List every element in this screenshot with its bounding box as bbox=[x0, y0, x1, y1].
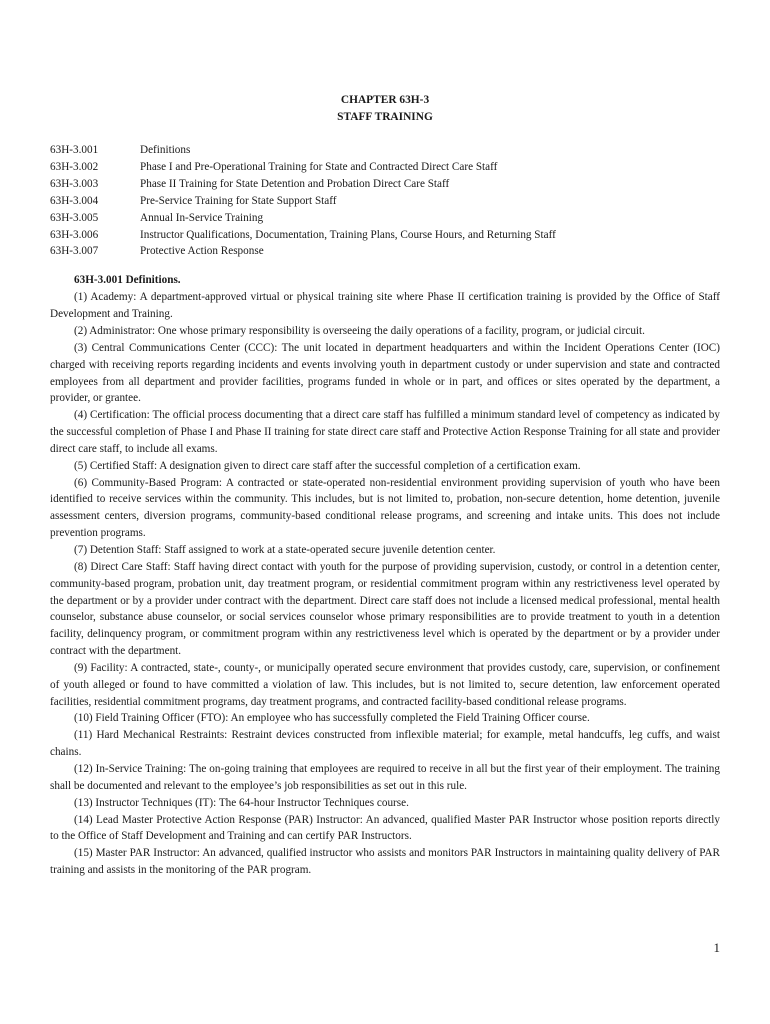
toc-rule-title: Pre-Service Training for State Support Staff bbox=[140, 194, 337, 207]
table-of-contents bbox=[50, 142, 720, 260]
toc-rule-title: Protective Action Response bbox=[140, 245, 264, 258]
section-heading: 63H-3.001 Definitions. bbox=[74, 274, 181, 287]
definition-paragraph: (8) Direct Care Staff: Staff having direct contact with youth for the purpose of providing supervision, custody, or control in a detention center, community-based program, probation unit, day treatment program, or residential commitment program within any restrictiveness level operated by the department or by a provider under contract with the department. Direct care staff does not include a licensed medical professional, mental health counselor, substance abuse counselor, or social services counselor whose primary responsibilities are to provide treatment to youth in a detention facility, delinquency program, or commitment program within any restrictiveness level which is operated by the department or by a provider under contract with the department. bbox=[50, 560, 720, 658]
toc-rule-title: Phase I and Pre-Operational Training for State and Contracted Direct Care Staff bbox=[140, 160, 498, 173]
toc-rule-title: Phase II Training for State Detention and Probation Direct Care Staff bbox=[140, 177, 450, 190]
toc-rule-number: 63H-3.005 bbox=[50, 211, 99, 224]
page-number: 1 bbox=[713, 940, 720, 955]
chapter-number: CHAPTER 63H-3 bbox=[340, 94, 430, 106]
definition-paragraph: (5) Certified Staff: A designation given to direct care staff after the successful completion of a certification exam. bbox=[74, 459, 581, 472]
toc-rule-title: Annual In-Service Training bbox=[140, 211, 264, 224]
toc-rule-number: 63H-3.007 bbox=[50, 245, 99, 258]
definition-paragraph: (1) Academy: A department-approved virtual or physical training site where Phase II certification training is provided by the Office of Staff Development and Training. bbox=[50, 291, 720, 321]
toc-row bbox=[50, 227, 720, 244]
toc-rule-number: 63H-3.006 bbox=[50, 228, 99, 241]
definition-paragraph: (14) Lead Master Protective Action Response (PAR) Instructor: An advanced, qualified Master PAR Instructor whose position reports directly to the Office of Staff Development and Training and can certify PAR Instructors. bbox=[50, 813, 720, 843]
toc-row bbox=[50, 142, 720, 159]
toc-rule-number: 63H-3.004 bbox=[50, 194, 99, 207]
definition-paragraph: (13) Instructor Techniques (IT): The 64-hour Instructor Techniques course. bbox=[74, 796, 409, 809]
definition-paragraph: (7) Detention Staff: Staff assigned to work at a state-operated secure juvenile detention center. bbox=[74, 544, 496, 556]
chapter-title: STAFF TRAINING bbox=[337, 111, 433, 123]
toc-row bbox=[50, 193, 720, 210]
toc-rule-number: 63H-3.002 bbox=[50, 160, 99, 173]
definitions-body bbox=[50, 289, 720, 879]
toc-rule-title: Instructor Qualifications, Documentation, Training Plans, Course Hours, and Returning Staff bbox=[140, 228, 556, 241]
toc-rule-title: Definitions bbox=[140, 144, 191, 156]
toc-row bbox=[50, 243, 720, 260]
toc-row bbox=[50, 176, 720, 193]
definition-paragraph: (11) Hard Mechanical Restraints: Restraint devices constructed from inflexible material; for example, metal handcuffs, leg cuffs, and waist chains. bbox=[50, 729, 720, 759]
definition-paragraph: (10) Field Training Officer (FTO): An employee who has successfully completed the Field Training Officer course. bbox=[74, 712, 590, 725]
definition-paragraph: (3) Central Communications Center (CCC): The unit located in department headquarters and within the Incident Operations Center (IOC) charged with receiving reports regarding incidents and events involving youth in department custody or under supervision and state and contracted employees from all department and provider facilities, programs funded in whole or in part, and offices or sites operated by the department, a provider, or grantee. bbox=[50, 341, 720, 405]
definition-paragraph: (4) Certification: The official process documenting that a direct care staff has fulfilled a minimum standard level of competency as indicated by the successful completion of Phase I and Phase II training for state direct care staff and Protective Action Response Training for all state and provider direct care staff, to include all exams. bbox=[50, 409, 720, 455]
definition-paragraph: (2) Administrator: One whose primary responsibility is overseeing the daily operations of a facility, program, or judicial circuit. bbox=[74, 325, 645, 338]
toc-row bbox=[50, 159, 720, 176]
definition-paragraph: (12) In-Service Training: The on-going training that employees are required to receive in all but the first year of their employment. The training shall be documented and relevant to the employee’s job responsibilities as set out in this rule. bbox=[50, 762, 720, 792]
definition-paragraph: (9) Facility: A contracted, state-, county-, or municipally operated secure environment that provides custody, care, supervision, or confinement of youth alleged or found to have committed a violation of law. This includes, but is not limited to, secure detention, law enforcement operated facilities, residential commitment programs, day treatment programs, and contracted facility-based conditional release programs. bbox=[50, 661, 720, 708]
toc-rule-number: 63H-3.001 bbox=[50, 144, 99, 156]
definition-paragraph: (6) Community-Based Program: A contracted or state-operated non-residential environment providing supervision of youth who have been identified to receive services within the community. This includes, but is not limited to, probation, non-secure detention, home detention, juvenile assessment centers, diversion programs, community-based conditional release programs, and screening and intake units. This does not include prevention programs. bbox=[50, 476, 720, 540]
toc-rule-number: 63H-3.003 bbox=[50, 177, 99, 190]
definition-paragraph: (15) Master PAR Instructor: An advanced, qualified instructor who assists and monitors PAR Instructors in maintaining quality delivery of PAR training and assists in the monitoring of the PAR program. bbox=[50, 847, 720, 877]
toc-row bbox=[50, 210, 720, 227]
document-page bbox=[50, 92, 720, 879]
